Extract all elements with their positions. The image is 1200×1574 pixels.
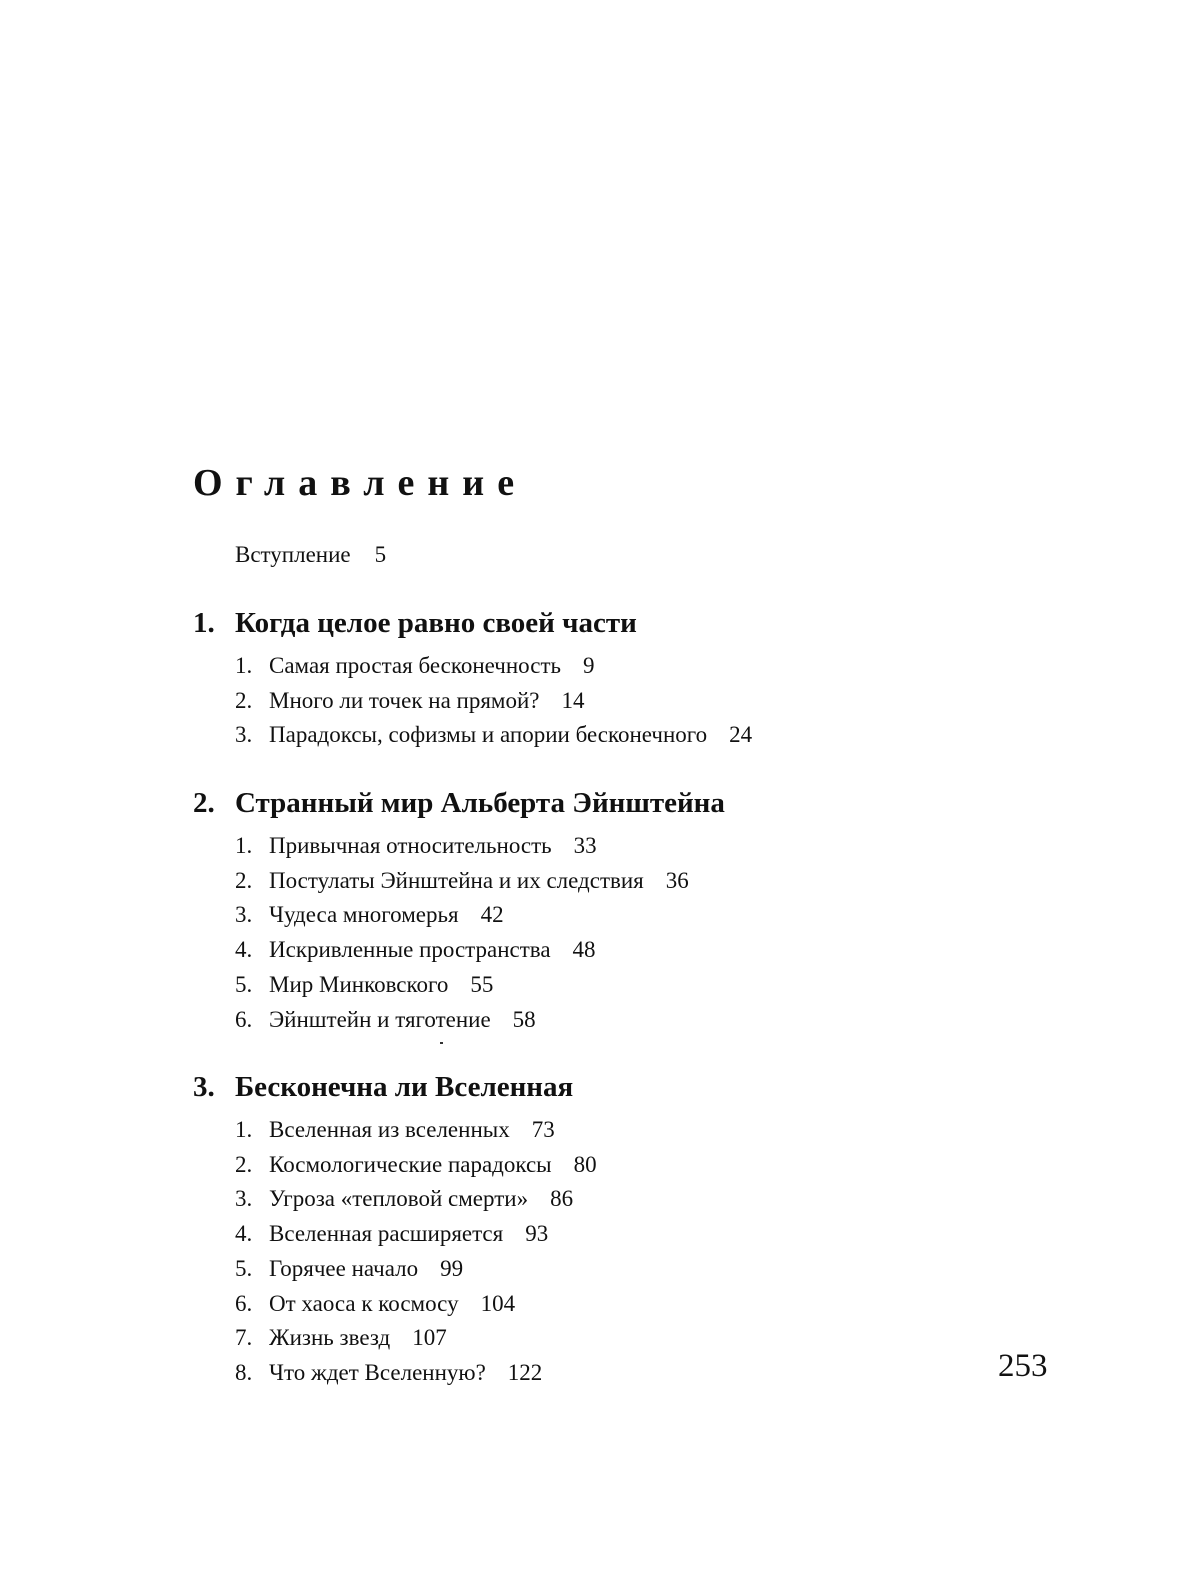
chapter-2-items	[193, 829, 725, 1037]
chapter-title: Когда целое равно своей части	[235, 607, 637, 639]
entry-label: Вселенная расширяется	[269, 1221, 504, 1247]
chapter-title: Бесконечна ли Вселенная	[235, 1071, 574, 1103]
entry-label: Парадоксы, софизмы и апории бесконечного	[269, 722, 708, 748]
entry-number: 1.	[235, 833, 253, 858]
entry-label: Горячее начало	[269, 1255, 419, 1281]
chapter-number: 1.	[193, 607, 215, 639]
entry-number: 1.	[235, 1117, 253, 1142]
toc-entry[interactable]	[235, 1182, 597, 1217]
entry-page-ref: 42	[480, 902, 504, 928]
entry-label: Жизнь звезд	[269, 1325, 391, 1351]
entry-page-ref: 24	[729, 722, 753, 748]
entry-number: 4.	[235, 1221, 253, 1247]
entry-label: Привычная относительность	[269, 833, 552, 858]
chapter-number: 2.	[193, 787, 215, 819]
entry-number: 2.	[235, 1151, 253, 1177]
toc-entry[interactable]	[235, 1252, 597, 1287]
chapter-3-heading[interactable]	[193, 1067, 597, 1107]
chapter-number: 3.	[193, 1071, 215, 1103]
toc-title: Оглавление	[193, 462, 528, 504]
chapter-title: Странный мир Альберта Эйнштейна	[235, 787, 725, 819]
toc-entry[interactable]	[235, 1217, 597, 1252]
entry-number: 3.	[235, 902, 253, 928]
entry-number: 6.	[235, 1006, 253, 1032]
entry-page-ref: 99	[440, 1255, 464, 1281]
toc-entry[interactable]	[235, 684, 752, 719]
entry-page-ref: 36	[665, 867, 689, 893]
entry-number: 2.	[235, 687, 253, 713]
entry-page-ref: 73	[531, 1117, 555, 1142]
toc-entry[interactable]	[235, 718, 752, 753]
entry-label: Угроза «тепловой смерти»	[269, 1186, 529, 1212]
entry-page-ref: 58	[512, 1006, 536, 1032]
chapter-1-items	[193, 649, 752, 753]
entry-page-ref: 86	[550, 1186, 574, 1212]
entry-page-ref: 55	[470, 971, 494, 997]
chapter-2	[193, 783, 725, 1037]
entry-number: 5.	[235, 971, 253, 997]
entry-page-ref: 104	[480, 1290, 516, 1316]
toc-entry[interactable]	[235, 898, 725, 933]
print-speck	[440, 1042, 443, 1044]
intro-page-ref: 5	[374, 542, 387, 567]
toc-entry[interactable]	[235, 1356, 597, 1391]
toc-entry[interactable]	[235, 1287, 597, 1322]
toc-intro-entry[interactable]	[235, 538, 386, 572]
entry-label: Что ждет Вселенную?	[269, 1359, 486, 1385]
entry-page-ref: 14	[561, 687, 585, 713]
entry-page-ref: 9	[582, 653, 595, 678]
entry-label: Постулаты Эйнштейна и их следствия	[269, 867, 644, 893]
entry-label: Мир Минковского	[269, 971, 449, 997]
entry-page-ref: 122	[507, 1359, 543, 1385]
entry-label: Много ли точек на прямой?	[269, 687, 540, 713]
entry-page-ref: 80	[573, 1151, 597, 1177]
toc-entry[interactable]	[235, 1113, 597, 1148]
entry-label: Искривленные пространства	[269, 937, 551, 963]
entry-number: 6.	[235, 1290, 253, 1316]
toc-entry[interactable]	[235, 864, 725, 899]
entry-page-ref: 107	[412, 1325, 447, 1351]
chapter-3	[193, 1067, 597, 1391]
chapter-2-heading[interactable]	[193, 783, 725, 823]
entry-number: 3.	[235, 1186, 253, 1212]
entry-label: Космологические парадоксы	[269, 1151, 552, 1177]
chapter-1-heading[interactable]	[193, 603, 752, 643]
toc-entry[interactable]	[235, 933, 725, 968]
entry-number: 2.	[235, 867, 253, 893]
entry-number: 3.	[235, 722, 253, 748]
chapter-3-items	[193, 1113, 597, 1391]
entry-number: 8.	[235, 1359, 253, 1385]
entry-label: Чудеса многомерья	[269, 902, 459, 928]
entry-label: Вселенная из вселенных	[269, 1117, 510, 1142]
entry-number: 7.	[235, 1325, 253, 1351]
entry-label: Эйнштейн и тяготение	[269, 1006, 491, 1032]
toc-entry[interactable]	[235, 829, 725, 864]
toc-entry[interactable]	[235, 1321, 597, 1356]
entry-label: Самая простая бесконечность	[269, 653, 561, 678]
chapter-1	[193, 603, 752, 753]
toc-entry[interactable]	[235, 649, 752, 684]
entry-page-ref: 93	[525, 1221, 549, 1247]
entry-number: 1.	[235, 653, 253, 678]
entry-label: От хаоса к космосу	[269, 1290, 459, 1316]
entry-number: 4.	[235, 937, 253, 963]
toc-entry[interactable]	[235, 968, 725, 1003]
entry-number: 5.	[235, 1255, 253, 1281]
entry-page-ref: 33	[573, 833, 597, 858]
page-number: 253	[998, 1348, 1048, 1384]
toc-entry[interactable]	[235, 1003, 725, 1038]
intro-label: Вступление	[235, 542, 351, 567]
entry-page-ref: 48	[572, 937, 596, 963]
toc-entry[interactable]	[235, 1148, 597, 1183]
